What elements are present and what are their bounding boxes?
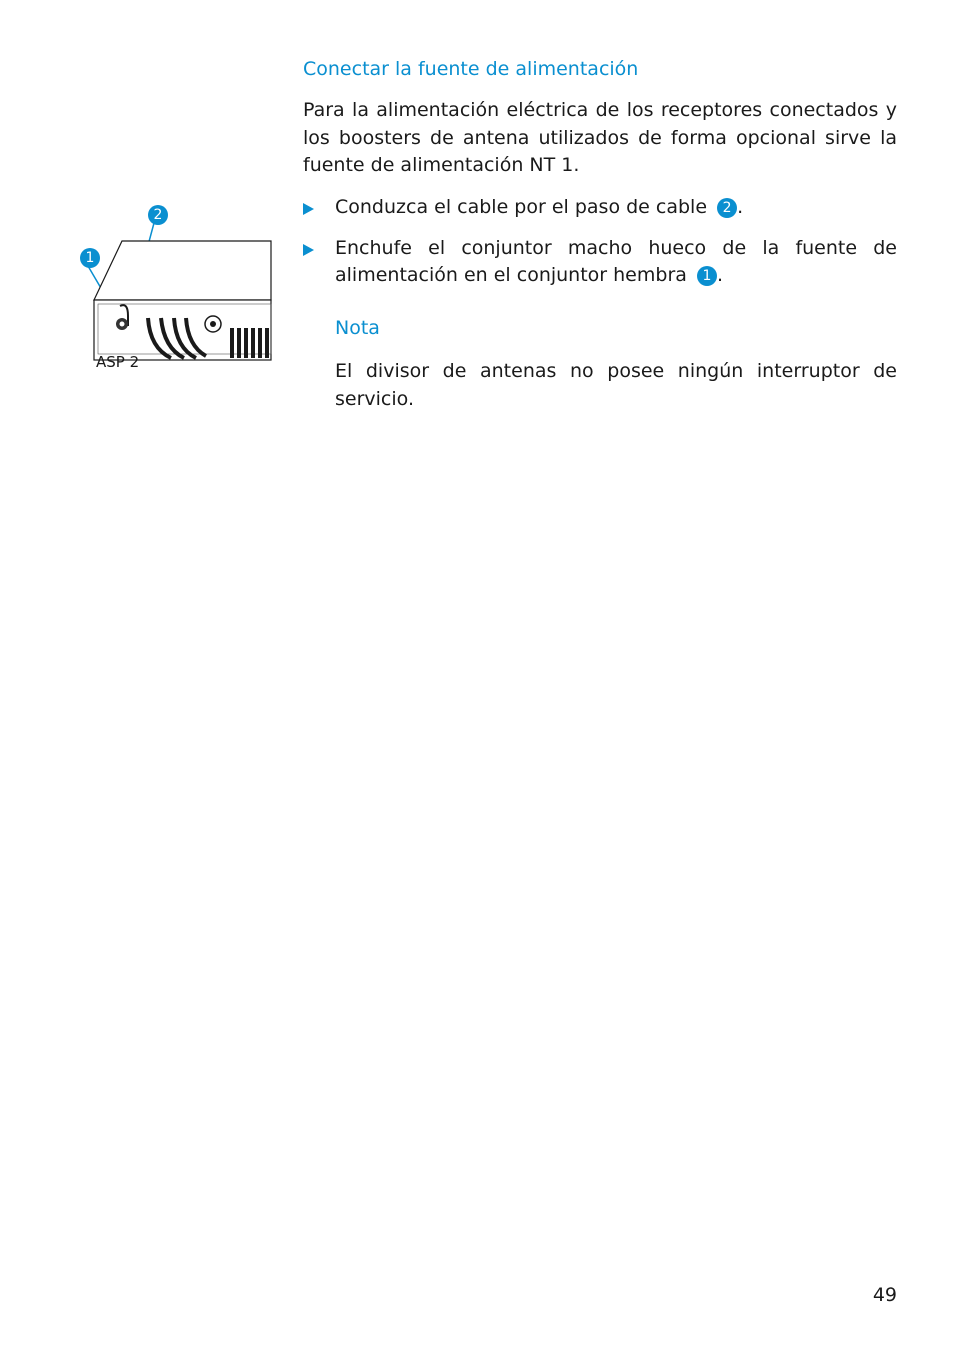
instruction-step bbox=[303, 194, 897, 222]
intro-paragraph: Para la alimentación eléctrica de los receptores conectados y los boosters de antena utilizados de forma opcional sirve la fuente de alimentación NT 1. bbox=[303, 99, 897, 176]
antenna-splitter-drawing bbox=[76, 198, 276, 368]
step-end: . bbox=[737, 196, 744, 218]
figure-callout-1: 1 bbox=[80, 248, 100, 268]
note-text: El divisor de antenas no posee ningún interruptor de servicio. bbox=[335, 360, 897, 410]
step-arrow-icon bbox=[303, 203, 314, 215]
figure-callout-2: 2 bbox=[148, 205, 168, 225]
section-title: Conectar la fuente de alimentación bbox=[303, 58, 639, 80]
page-number: 49 bbox=[872, 1284, 897, 1306]
figure-label: ASP 2 bbox=[96, 353, 140, 371]
instruction-list bbox=[303, 194, 897, 303]
callout-badge: 2 bbox=[717, 198, 737, 218]
step-arrow-icon bbox=[303, 244, 314, 256]
device-illustration bbox=[76, 198, 276, 378]
step-end: . bbox=[716, 264, 723, 286]
instruction-step bbox=[303, 235, 897, 290]
callout-badge: 1 bbox=[697, 266, 717, 286]
step-text: Enchufe el conjuntor macho hueco de la fuente de alimentación en el conjuntor hembra bbox=[335, 236, 897, 286]
step-text: Conduzca el cable por el paso de cable bbox=[335, 196, 708, 218]
note-title: Nota bbox=[335, 317, 380, 339]
